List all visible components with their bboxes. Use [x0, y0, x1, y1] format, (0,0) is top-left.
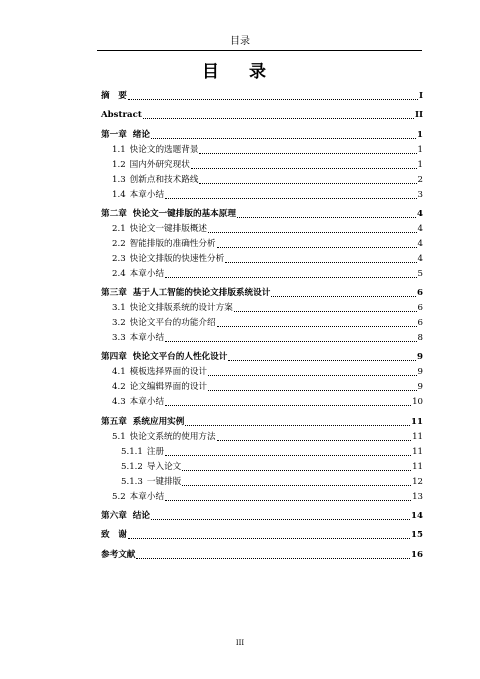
toc-entry[interactable]	[101, 348, 423, 363]
toc-entry-label: 快论文的选题背景	[129, 144, 199, 155]
toc-entry-label: 基于人工智能的快论文排版系统设计	[132, 288, 271, 299]
toc-entry-label: 参考文献	[101, 549, 136, 560]
toc-entry-title	[101, 417, 184, 428]
toc-entry-label: Abstract	[101, 110, 142, 121]
dot-leader	[143, 118, 414, 119]
toc-entry[interactable]	[101, 393, 423, 408]
dot-leader	[165, 500, 411, 501]
toc-entry-label: 摘 要	[101, 91, 127, 101]
toc-entry-title	[112, 432, 216, 443]
header-rule	[97, 50, 422, 51]
dot-leader	[199, 153, 416, 154]
dot-leader	[128, 99, 418, 100]
toc-entry-title	[101, 91, 127, 102]
toc-entry-title	[112, 269, 164, 280]
toc-entry-label: 致 谢	[101, 530, 127, 541]
toc-entry-page: 16	[411, 549, 423, 560]
toc-entry-label: 本章小结	[129, 491, 165, 502]
toc-entry-title	[112, 239, 216, 250]
toc-entry-number: 4.2	[112, 382, 126, 393]
dot-leader	[217, 326, 417, 327]
dot-leader	[225, 262, 416, 263]
toc-entry-title	[101, 288, 270, 299]
dot-leader	[165, 405, 411, 406]
toc-entry-label: 快论文排版的快速性分析	[129, 253, 225, 264]
toc-entry[interactable]	[101, 473, 423, 488]
toc-entry-label: 快论文平台的人性化设计	[132, 352, 228, 363]
dot-leader	[217, 247, 417, 248]
toc-entry-page: I	[418, 91, 423, 101]
toc-entry[interactable]	[101, 363, 423, 378]
dot-leader	[165, 277, 416, 278]
dot-leader	[165, 341, 416, 342]
toc-entry[interactable]	[101, 235, 423, 250]
toc-entry-title	[112, 190, 164, 201]
toc-entry-page: 9	[417, 382, 423, 393]
toc-entry-number: 3.3	[112, 333, 126, 344]
toc-entry-number: 第六章	[101, 511, 127, 522]
dot-leader	[217, 440, 411, 441]
table-of-contents	[101, 87, 423, 561]
toc-entry-title	[112, 492, 164, 503]
toc-entry-page: 4	[417, 238, 423, 249]
toc-entry-page: 1	[417, 159, 423, 170]
page-title: 目 录	[202, 62, 278, 82]
dot-leader	[234, 311, 417, 312]
toc-entry-number: 3.1	[112, 303, 126, 314]
toc-entry-number: 5.1	[112, 431, 126, 442]
toc-entry-title	[112, 367, 207, 378]
toc-entry-number: 4.3	[112, 397, 126, 408]
toc-entry-label: 快论文排版系统的设计方案	[129, 303, 233, 314]
toc-entry-page: 6	[417, 288, 423, 299]
toc-entry-label: 结论	[132, 511, 150, 522]
dot-leader	[165, 198, 416, 199]
toc-entry[interactable]	[101, 428, 423, 443]
toc-entry[interactable]	[101, 126, 423, 141]
toc-entry-number: 第五章	[101, 416, 127, 427]
toc-entry-page: 2	[417, 174, 423, 185]
toc-entry-title	[121, 462, 181, 473]
toc-entry-page: 11	[411, 416, 423, 427]
toc-entry-page: II	[414, 110, 423, 121]
toc-entry-number: 第一章	[101, 129, 127, 140]
toc-entry-number: 5.1.2	[121, 461, 143, 472]
toc-entry-title	[112, 333, 164, 344]
toc-entry[interactable]	[101, 458, 423, 473]
dot-leader	[151, 138, 416, 139]
toc-entry[interactable]	[101, 507, 423, 522]
toc-entry-number: 1.3	[112, 174, 126, 185]
toc-entry-title	[112, 318, 216, 329]
dot-leader	[151, 519, 410, 520]
toc-entry[interactable]	[101, 171, 423, 186]
toc-entry[interactable]	[101, 378, 423, 393]
toc-entry[interactable]	[101, 526, 423, 541]
toc-entry-page: 4	[417, 223, 423, 234]
toc-entry[interactable]	[101, 314, 423, 329]
toc-entry-title	[101, 352, 227, 363]
toc-entry-label: 模板选择界面的设计	[129, 367, 208, 378]
toc-entry-number: 5.1.1	[121, 446, 143, 457]
toc-entry-title	[112, 397, 164, 408]
toc-entry-number: 2.4	[112, 268, 126, 279]
toc-entry[interactable]	[101, 156, 423, 171]
toc-entry-number: 5.1.3	[121, 476, 143, 487]
toc-entry[interactable]	[101, 488, 423, 503]
toc-entry-page: 11	[412, 446, 423, 457]
toc-entry-title	[101, 209, 236, 220]
toc-entry-label: 本章小结	[129, 189, 165, 200]
toc-entry[interactable]	[101, 284, 423, 299]
toc-entry-label: 一键排版	[146, 476, 182, 487]
dot-leader	[136, 558, 410, 559]
dot-leader	[228, 360, 416, 361]
dot-leader	[208, 390, 417, 391]
toc-entry-page: 15	[411, 530, 423, 541]
toc-entry-title	[101, 110, 142, 121]
toc-entry-page: 13	[412, 491, 423, 502]
dot-leader	[271, 296, 416, 297]
toc-entry[interactable]	[101, 443, 423, 458]
toc-entry-number: 第三章	[101, 288, 127, 299]
dot-leader	[208, 232, 417, 233]
toc-entry-title	[101, 530, 127, 541]
toc-entry-title	[112, 145, 198, 156]
toc-entry-number: 2.1	[112, 223, 126, 234]
toc-entry-number: 1.2	[112, 159, 126, 170]
toc-entry-title	[101, 511, 150, 522]
toc-entry[interactable]	[101, 87, 423, 102]
toc-entry-number: 1.4	[112, 189, 126, 200]
dot-leader	[208, 375, 417, 376]
toc-entry-label: 快论文系统的使用方法	[129, 431, 216, 442]
toc-entry-label: 创新点和技术路线	[129, 174, 199, 185]
toc-entry-number: 2.3	[112, 253, 126, 264]
toc-entry-page: 5	[417, 268, 423, 279]
toc-entry-title	[112, 224, 207, 235]
toc-entry-page: 8	[417, 333, 423, 344]
dot-leader	[182, 485, 411, 486]
dot-leader	[237, 217, 416, 218]
toc-entry[interactable]	[101, 220, 423, 235]
toc-entry-page: 1	[417, 144, 423, 155]
toc-entry-page: 11	[412, 431, 423, 442]
toc-entry-label: 快论文一键排版概述	[129, 223, 208, 234]
toc-entry-number: 5.2	[112, 491, 126, 502]
toc-entry-page: 10	[412, 397, 423, 408]
dot-leader	[191, 168, 417, 169]
toc-entry[interactable]	[101, 299, 423, 314]
toc-entry-number: 第二章	[101, 208, 127, 219]
dot-leader	[185, 425, 410, 426]
toc-entry-label: 注册	[146, 446, 165, 457]
toc-entry-number: 第四章	[101, 352, 127, 363]
toc-entry-page: 4	[417, 253, 423, 264]
dot-leader	[128, 538, 410, 539]
toc-entry-page: 14	[411, 511, 423, 522]
toc-entry-label: 本章小结	[129, 333, 165, 344]
toc-entry-label: 快论文一键排版的基本原理	[132, 208, 236, 219]
toc-entry-page: 6	[417, 303, 423, 314]
toc-entry-page: 6	[417, 318, 423, 329]
toc-entry-label: 快论文平台的功能介绍	[129, 318, 216, 329]
toc-entry-page: 9	[417, 352, 423, 363]
toc-entry-title	[121, 447, 164, 458]
toc-entry-label: 本章小结	[129, 397, 165, 408]
toc-entry-page: 4	[417, 208, 423, 219]
toc-entry-title	[112, 254, 224, 265]
toc-entry-title	[121, 477, 181, 488]
toc-entry-page: 1	[417, 129, 423, 140]
toc-entry-label: 导入论文	[146, 461, 182, 472]
toc-entry-page: 11	[412, 461, 423, 472]
toc-entry-number: 3.2	[112, 318, 126, 329]
page-number: III	[235, 639, 245, 647]
toc-entry[interactable]	[101, 413, 423, 428]
running-header: 目录	[230, 36, 250, 47]
toc-entry[interactable]	[101, 265, 423, 280]
toc-entry-title	[112, 303, 233, 314]
toc-entry-label: 系统应用实例	[132, 416, 185, 427]
toc-entry[interactable]	[101, 329, 423, 344]
toc-entry[interactable]	[101, 186, 423, 201]
toc-entry[interactable]	[101, 141, 423, 156]
toc-entry[interactable]	[101, 250, 423, 265]
toc-entry-label: 绪论	[132, 129, 150, 140]
toc-entry-title	[112, 160, 190, 171]
toc-entry-number: 4.1	[112, 367, 126, 378]
toc-entry-number: 2.2	[112, 238, 126, 249]
toc-entry-page: 12	[412, 476, 423, 487]
toc-entry-page: 9	[417, 367, 423, 378]
toc-entry[interactable]	[101, 546, 423, 561]
toc-entry-label: 论文编辑界面的设计	[129, 382, 208, 393]
toc-entry-label: 本章小结	[129, 268, 165, 279]
dot-leader	[165, 455, 411, 456]
toc-entry[interactable]	[101, 106, 423, 121]
toc-entry-label: 智能排版的准确性分析	[129, 238, 216, 249]
toc-entry-title	[101, 550, 135, 561]
dot-leader	[199, 183, 416, 184]
toc-entry-title	[112, 382, 207, 393]
dot-leader	[182, 470, 411, 471]
toc-entry[interactable]	[101, 205, 423, 220]
toc-entry-title	[101, 130, 150, 141]
toc-entry-title	[112, 175, 198, 186]
toc-entry-number: 1.1	[112, 144, 126, 155]
toc-entry-page: 3	[417, 189, 423, 200]
toc-entry-label: 国内外研究现状	[129, 159, 190, 170]
